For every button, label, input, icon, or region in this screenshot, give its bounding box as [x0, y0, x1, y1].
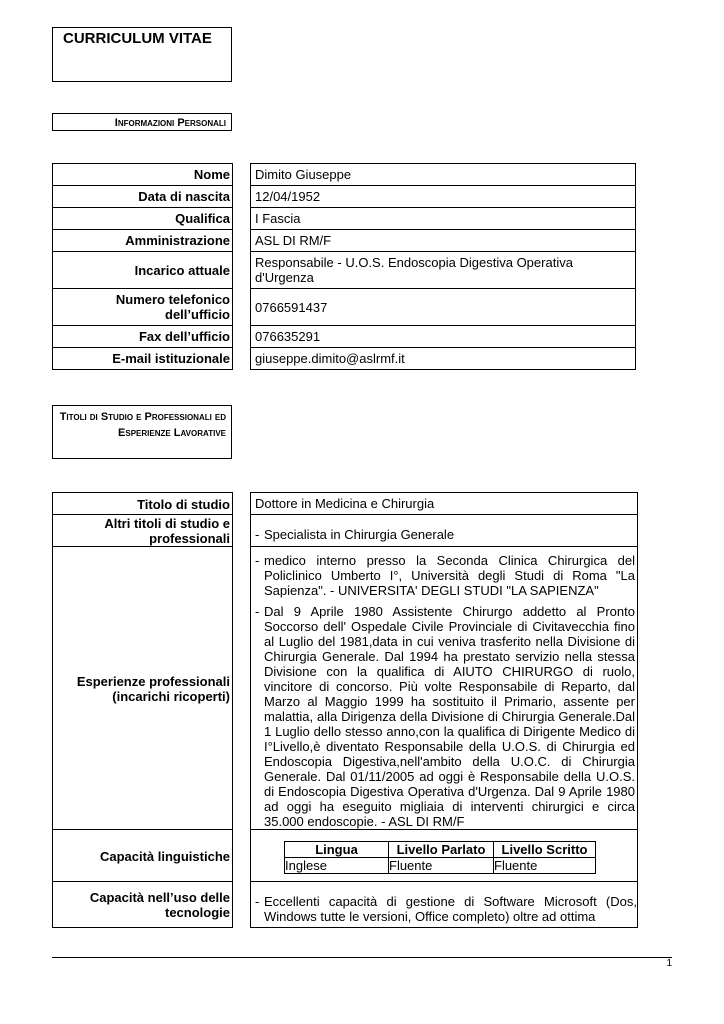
personal-row	[53, 186, 636, 208]
personal-label: Qualifica	[53, 208, 233, 230]
personal-value: I Fascia	[251, 208, 636, 230]
language-header: Livello Parlato	[389, 842, 494, 858]
personal-row	[53, 348, 636, 370]
bullet-dash: -	[255, 604, 260, 619]
esperienze-value	[251, 547, 638, 830]
personal-value: 0766591437	[251, 289, 636, 326]
tecnologie-value	[251, 882, 638, 928]
languages-table	[284, 841, 596, 874]
bullet-item	[255, 553, 635, 598]
bullet-item	[255, 894, 637, 924]
personal-value: 12/04/1952	[251, 186, 636, 208]
personal-value: ASL DI RM/F	[251, 230, 636, 252]
language-cell: Fluente	[389, 858, 494, 874]
tecnologie-label: Capacità nell’uso delle tecnologie	[53, 882, 233, 928]
bullet-text: Specialista in Chirurgia Generale	[264, 527, 455, 542]
altri-titoli-value	[251, 515, 638, 547]
altri-titoli-label: Altri titoli di studio e professionali	[53, 515, 233, 547]
bullet-dash: -	[255, 527, 260, 542]
personal-value: Dimito Giuseppe	[251, 164, 636, 186]
bullet-text: medico interno presso la Seconda Clinica Chirurgica del Policlinico Umberto I°, Università degli Studi di Roma "La Sapienza". - UNIVERSITA' DEGLI STUDI "LA SAPIENZA"	[264, 553, 635, 598]
personal-label: Incarico attuale	[53, 252, 233, 289]
language-header: Livello Scritto	[494, 842, 596, 858]
lingue-value	[251, 830, 638, 882]
bullet-dash: -	[255, 893, 260, 909]
cv-title-box	[52, 27, 232, 82]
language-cell: Inglese	[285, 858, 389, 874]
section-header-personal: Informazioni Personali	[52, 113, 232, 131]
personal-value: 076635291	[251, 326, 636, 348]
page-number: 1	[666, 958, 672, 969]
personal-value: giuseppe.dimito@aslrmf.it	[251, 348, 636, 370]
language-row	[285, 858, 596, 874]
bullet-text: Dal 9 Aprile 1980 Assistente Chirurgo addetto al Pronto Soccorso dell' Ospedale Civile Provinciale di Civitavecchia fino al Luglio del 1981,data in cui veniva trasferito nella Divisione di Chirurgia Generale. Dal 1994 ha prestato servizio nella stessa Divisione con la qualifica di AIUTO CHIRURGO di ruolo, vincitore di concorso. Più volte Responsabile di Reparto, dal Marzo al Maggio 1999 ha sostituito il Primario, assente per malattia, alla Dirigenza della Divisione di Chirurgia Generale.Dal 1 Luglio dello stesso anno,con la qualifica di Dirigente Medico di I°Livello,è diventato Responsabile della U.O.S. di Chirurgia ed Endoscopia Digestiva,nell'ambito della U.O.C. di Chirurgia Generale. Dal 01/11/2005 ad oggi è Responsabile della U.O.S. di Endoscopia Digestiva Operativa d'Urgenza. Dal 9 Aprile 1980 ad oggi ha eseguito migliaia di interventi chirurgici e circa 35.000 endoscopie. - ASL DI RM/F	[264, 604, 635, 829]
personal-label: Amministrazione	[53, 230, 233, 252]
personal-label: Numero telefonico dell’ufficio	[53, 289, 233, 326]
titolo-value: Dottore in Medicina e Chirurgia	[251, 493, 638, 515]
bullet-text: Eccellenti capacità di gestione di Software Microsoft (Dos, Windows tutte le versioni, Office completo) oltre ad ottima	[264, 893, 637, 924]
personal-row	[53, 208, 636, 230]
bullet-item	[255, 527, 637, 542]
lingue-label: Capacità linguistiche	[53, 830, 233, 882]
bullet-dash: -	[255, 553, 260, 568]
cv-title: CURRICULUM VITAE	[63, 30, 212, 47]
personal-label: E-mail istituzionale	[53, 348, 233, 370]
personal-row	[53, 164, 636, 186]
esperienze-label: Esperienze professionali (incarichi ricoperti)	[53, 547, 233, 830]
titolo-label: Titolo di studio	[53, 493, 233, 515]
personal-label: Nome	[53, 164, 233, 186]
personal-label: Fax dell’ufficio	[53, 326, 233, 348]
personal-row	[53, 230, 636, 252]
personal-row	[53, 289, 636, 326]
personal-value: Responsabile - U.O.S. Endoscopia Digestiva Operativa d'Urgenza	[251, 252, 636, 289]
language-cell: Fluente	[494, 858, 596, 874]
bullet-item	[255, 604, 635, 829]
personal-label: Data di nascita	[53, 186, 233, 208]
personal-row	[53, 252, 636, 289]
studies-table	[52, 492, 638, 928]
language-header: Lingua	[285, 842, 389, 858]
footer-divider	[52, 957, 672, 958]
section-header-studies: Titoli di Studio e Professionali ed Esperienze Lavorative	[52, 405, 232, 459]
personal-row	[53, 326, 636, 348]
personal-info-table	[52, 163, 636, 370]
